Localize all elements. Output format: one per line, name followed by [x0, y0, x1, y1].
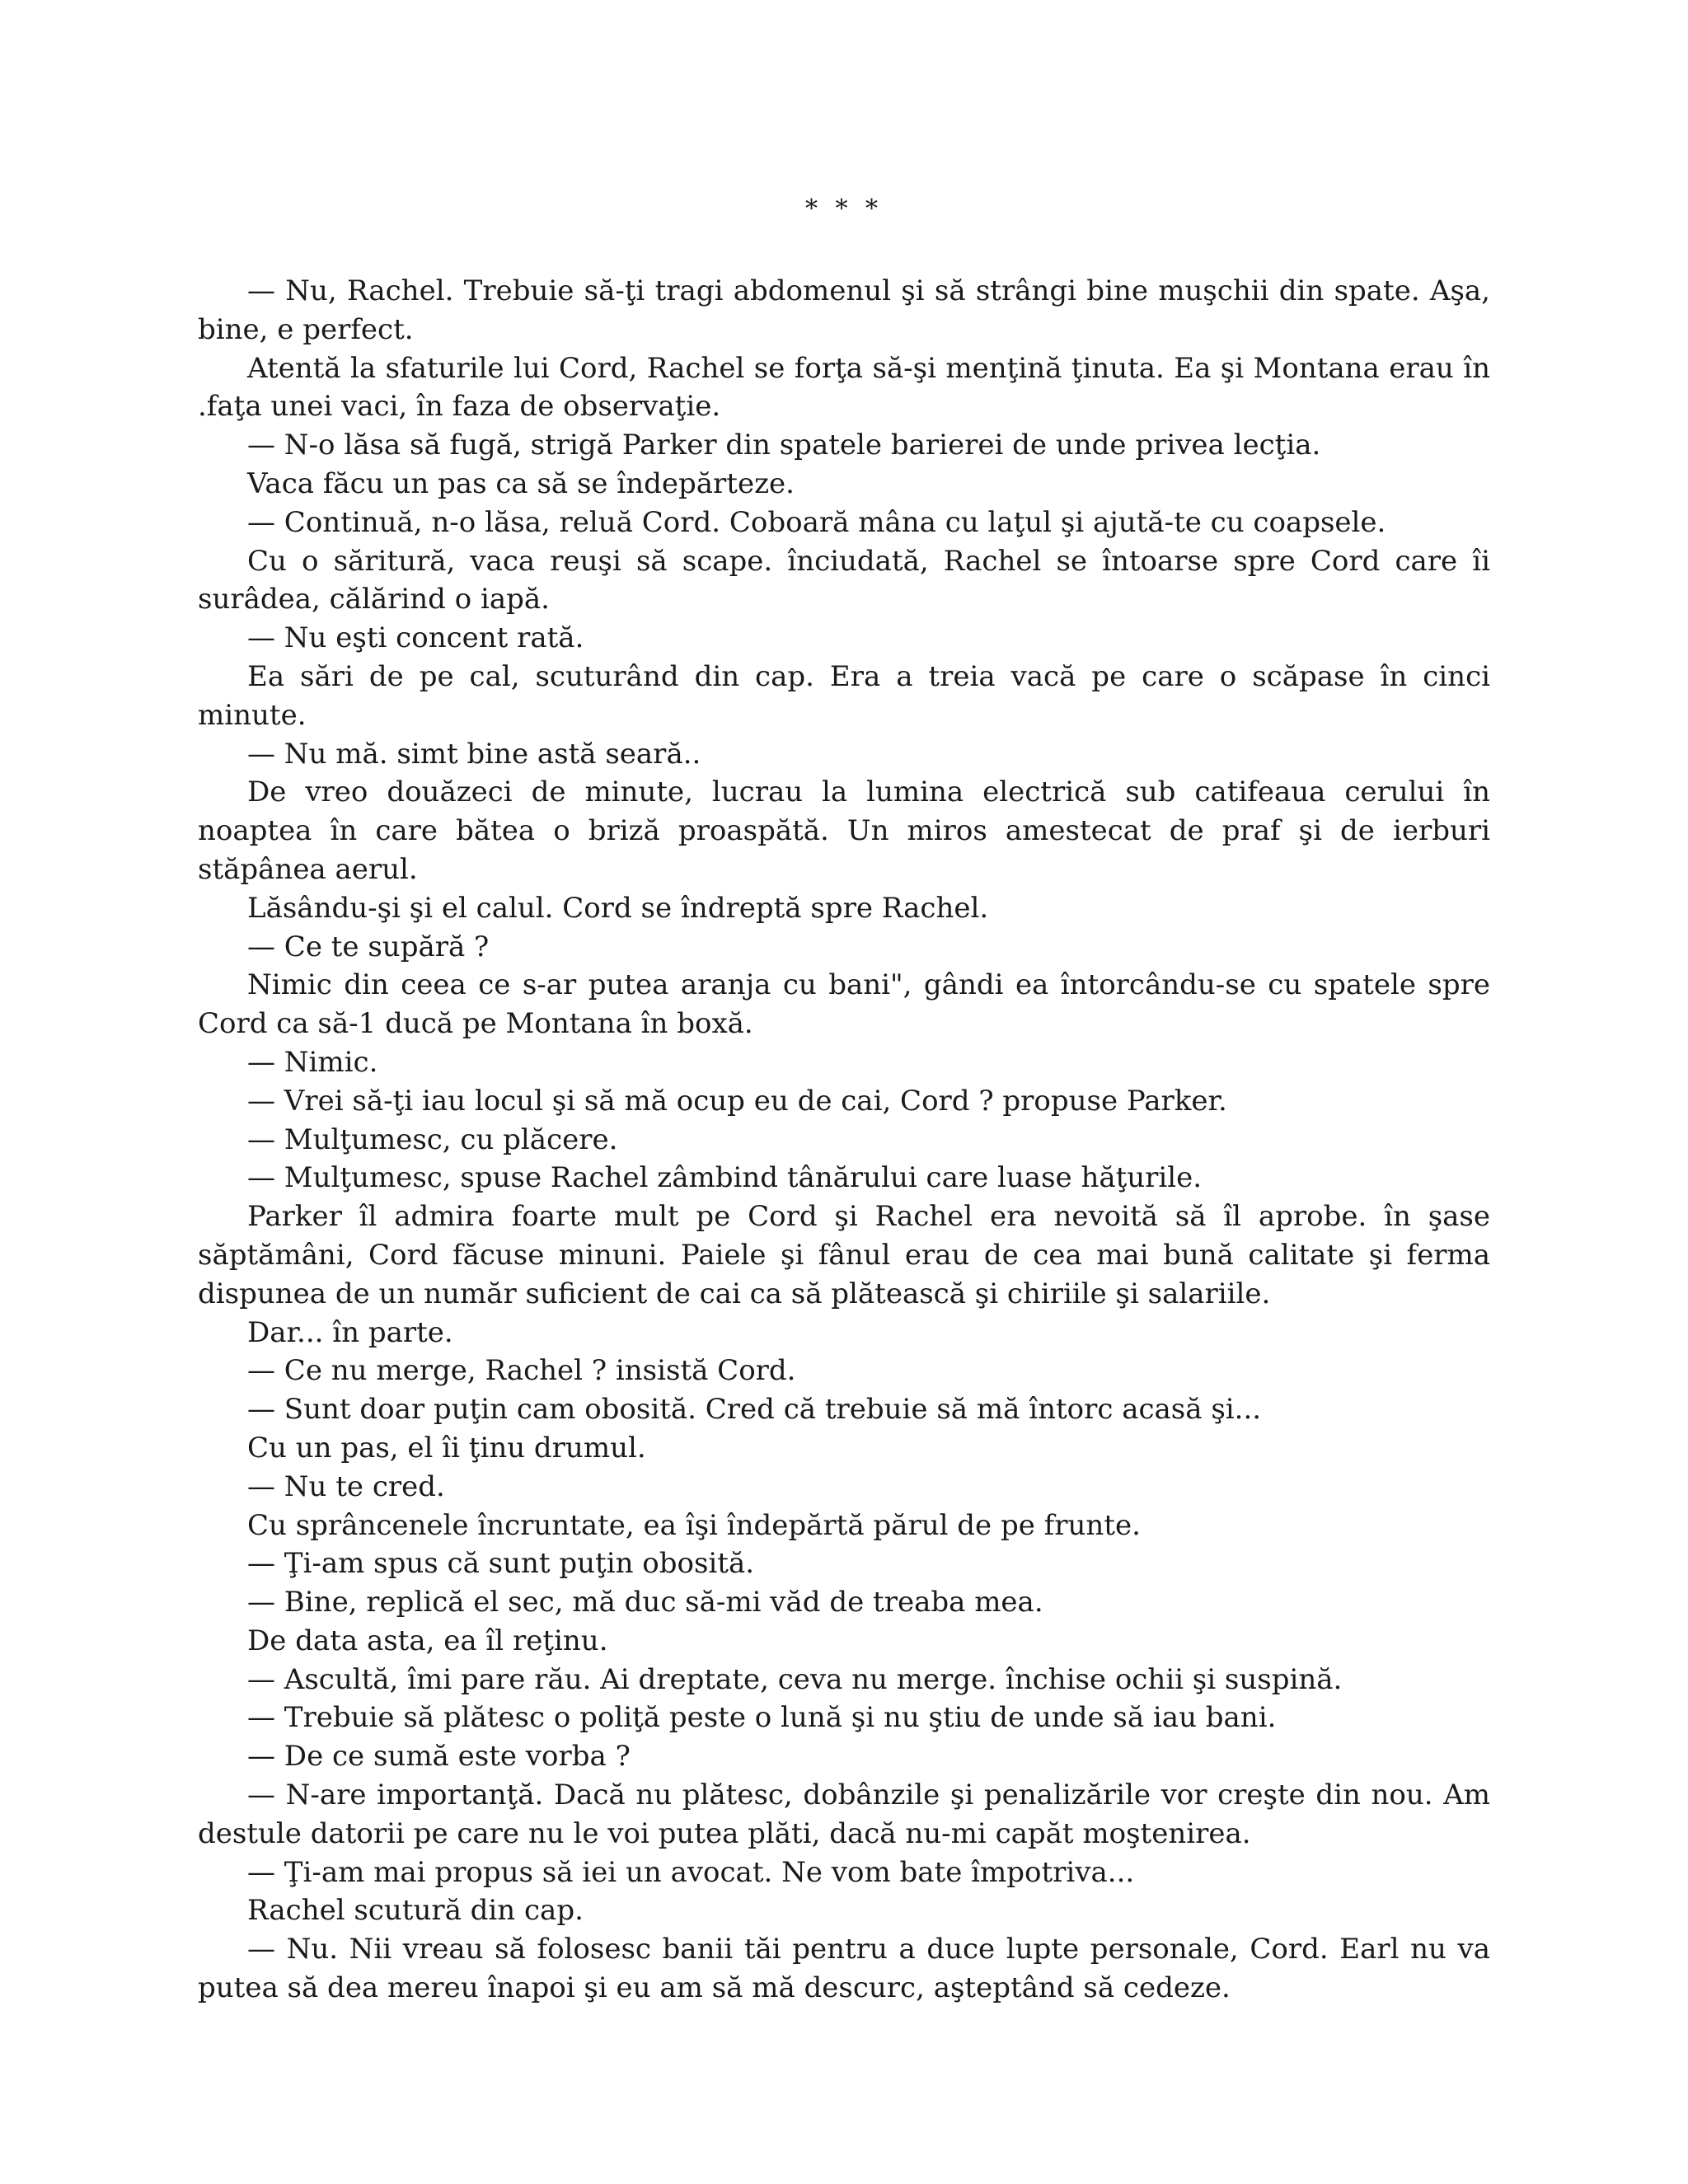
- paragraph: Atentă la sfaturile lui Cord, Rachel se forţa să-şi menţină ţinuta. Ea şi Montana erau în .faţa unei vaci, în faza de observaţie.: [198, 351, 1490, 424]
- paragraph: — Nimic.: [247, 1045, 378, 1079]
- paragraph: — Ţi-am mai propus să iei un avocat. Ne vom bate împotriva...: [247, 1855, 1135, 1889]
- paragraph: — Nu. Nii vreau să folosesc banii tăi pentru a duce lupte personale, Cord. Earl nu va putea să dea mereu înapoi şi eu am să mă descurc, aşteptând să cedeze.: [198, 1933, 1490, 2005]
- paragraph: — Nu eşti concent rată.: [247, 621, 584, 655]
- paragraph: Nimic din ceea ce s-ar putea aranja cu bani", gândi ea întorcându-se cu spatele spre Cord ca să-1 ducă pe Montana în boxă.: [198, 968, 1490, 1041]
- paragraph: Dar... în parte.: [247, 1315, 453, 1349]
- paragraph: — Sunt doar puţin cam obosită. Cred că trebuie să mă întorc acasă şi...: [247, 1393, 1262, 1427]
- paragraph: Cu o săritură, vaca reuşi să scape. înciudată, Rachel se întoarse spre Cord care îi surâdea, călărind o iapă.: [198, 544, 1490, 616]
- paragraph: — N-o lăsa să fugă, strigă Parker din spatele barierei de unde privea lecţia.: [247, 429, 1321, 462]
- paragraph: — Mulţumesc, spuse Rachel zâmbind tânărului care luase hăţurile.: [247, 1161, 1203, 1195]
- paragraph: — Ce nu merge, Rachel ? insistă Cord.: [247, 1354, 796, 1388]
- paragraph: — Continuă, n-o lăsa, reluă Cord. Coboară mâna cu laţul şi ajută-te cu coapsele.: [247, 505, 1386, 539]
- paragraph: Cu un pas, el îi ţinu drumul.: [247, 1431, 646, 1465]
- text-body: [198, 272, 1490, 2008]
- paragraph: — Mulţumesc, cu plăcere.: [247, 1122, 618, 1156]
- paragraph: Lăsându-şi şi el calul. Cord se îndreptă spre Rachel.: [247, 891, 989, 925]
- paragraph: — Vrei să-ţi iau locul şi să mă ocup eu de cai, Cord ? propuse Parker.: [247, 1084, 1227, 1118]
- paragraph: — Bine, replică el sec, mă duc să-mi văd de treaba mea.: [247, 1586, 1043, 1619]
- paragraph: Parker îl admira foarte mult pe Cord şi Rachel era nevoită să îl aprobe. în şase săptămâni, Cord făcuse minuni. Paiele şi fânul erau de cea mai bună calitate şi ferma dispunea de un număr suficient de cai ca să plătească şi chiriile şi salariile.: [198, 1200, 1490, 1310]
- paragraph: Ea sări de pe cal, scuturând din cap. Era a treia vacă pe care o scăpase în cinci minute.: [198, 659, 1490, 732]
- paragraph: — Ţi-am spus că sunt puţin obosită.: [247, 1547, 755, 1581]
- paragraph: — Nu mă. simt bine astă seară..: [247, 737, 701, 771]
- paragraph: — Nu, Rachel. Trebuie să-ţi tragi abdomenul şi să strângi bine muşchii din spate. Aşa, bine, e perfect.: [198, 274, 1490, 346]
- paragraph: Rachel scutură din cap.: [247, 1894, 584, 1928]
- paragraph: — Nu te cred.: [247, 1469, 445, 1503]
- section-separator: * * *: [804, 194, 884, 223]
- paragraph: — Ascultă, îmi pare rău. Ai dreptate, ceva nu merge. închise ochii şi suspină.: [247, 1662, 1343, 1696]
- paragraph: — Ce te supără ?: [247, 930, 490, 963]
- paragraph: — De ce sumă este vorba ?: [247, 1740, 631, 1774]
- paragraph: — Trebuie să plătesc o poliţă peste o lună şi nu ştiu de unde să iau bani.: [247, 1701, 1277, 1735]
- paragraph: Vaca făcu un pas ca să se îndepărteze.: [247, 466, 795, 500]
- document-page: [198, 190, 1490, 2008]
- paragraph: De vreo douăzeci de minute, lucrau la lumina electrică sub catifeaua cerului în noaptea în care bătea o briză proaspătă. Un miros amestecat de praf şi de ierburi stăpânea aerul.: [198, 776, 1490, 886]
- paragraph: — N-are importanţă. Dacă nu plătesc, dobânzile şi penalizările vor creşte din nou. Am destule datorii pe care nu le voi putea plăti, dacă nu-mi capăt moştenirea.: [198, 1779, 1490, 1850]
- paragraph: Cu sprâncenele încruntate, ea îşi îndepărtă părul de pe frunte.: [247, 1508, 1141, 1542]
- paragraph: De data asta, ea îl reţinu.: [247, 1624, 608, 1657]
